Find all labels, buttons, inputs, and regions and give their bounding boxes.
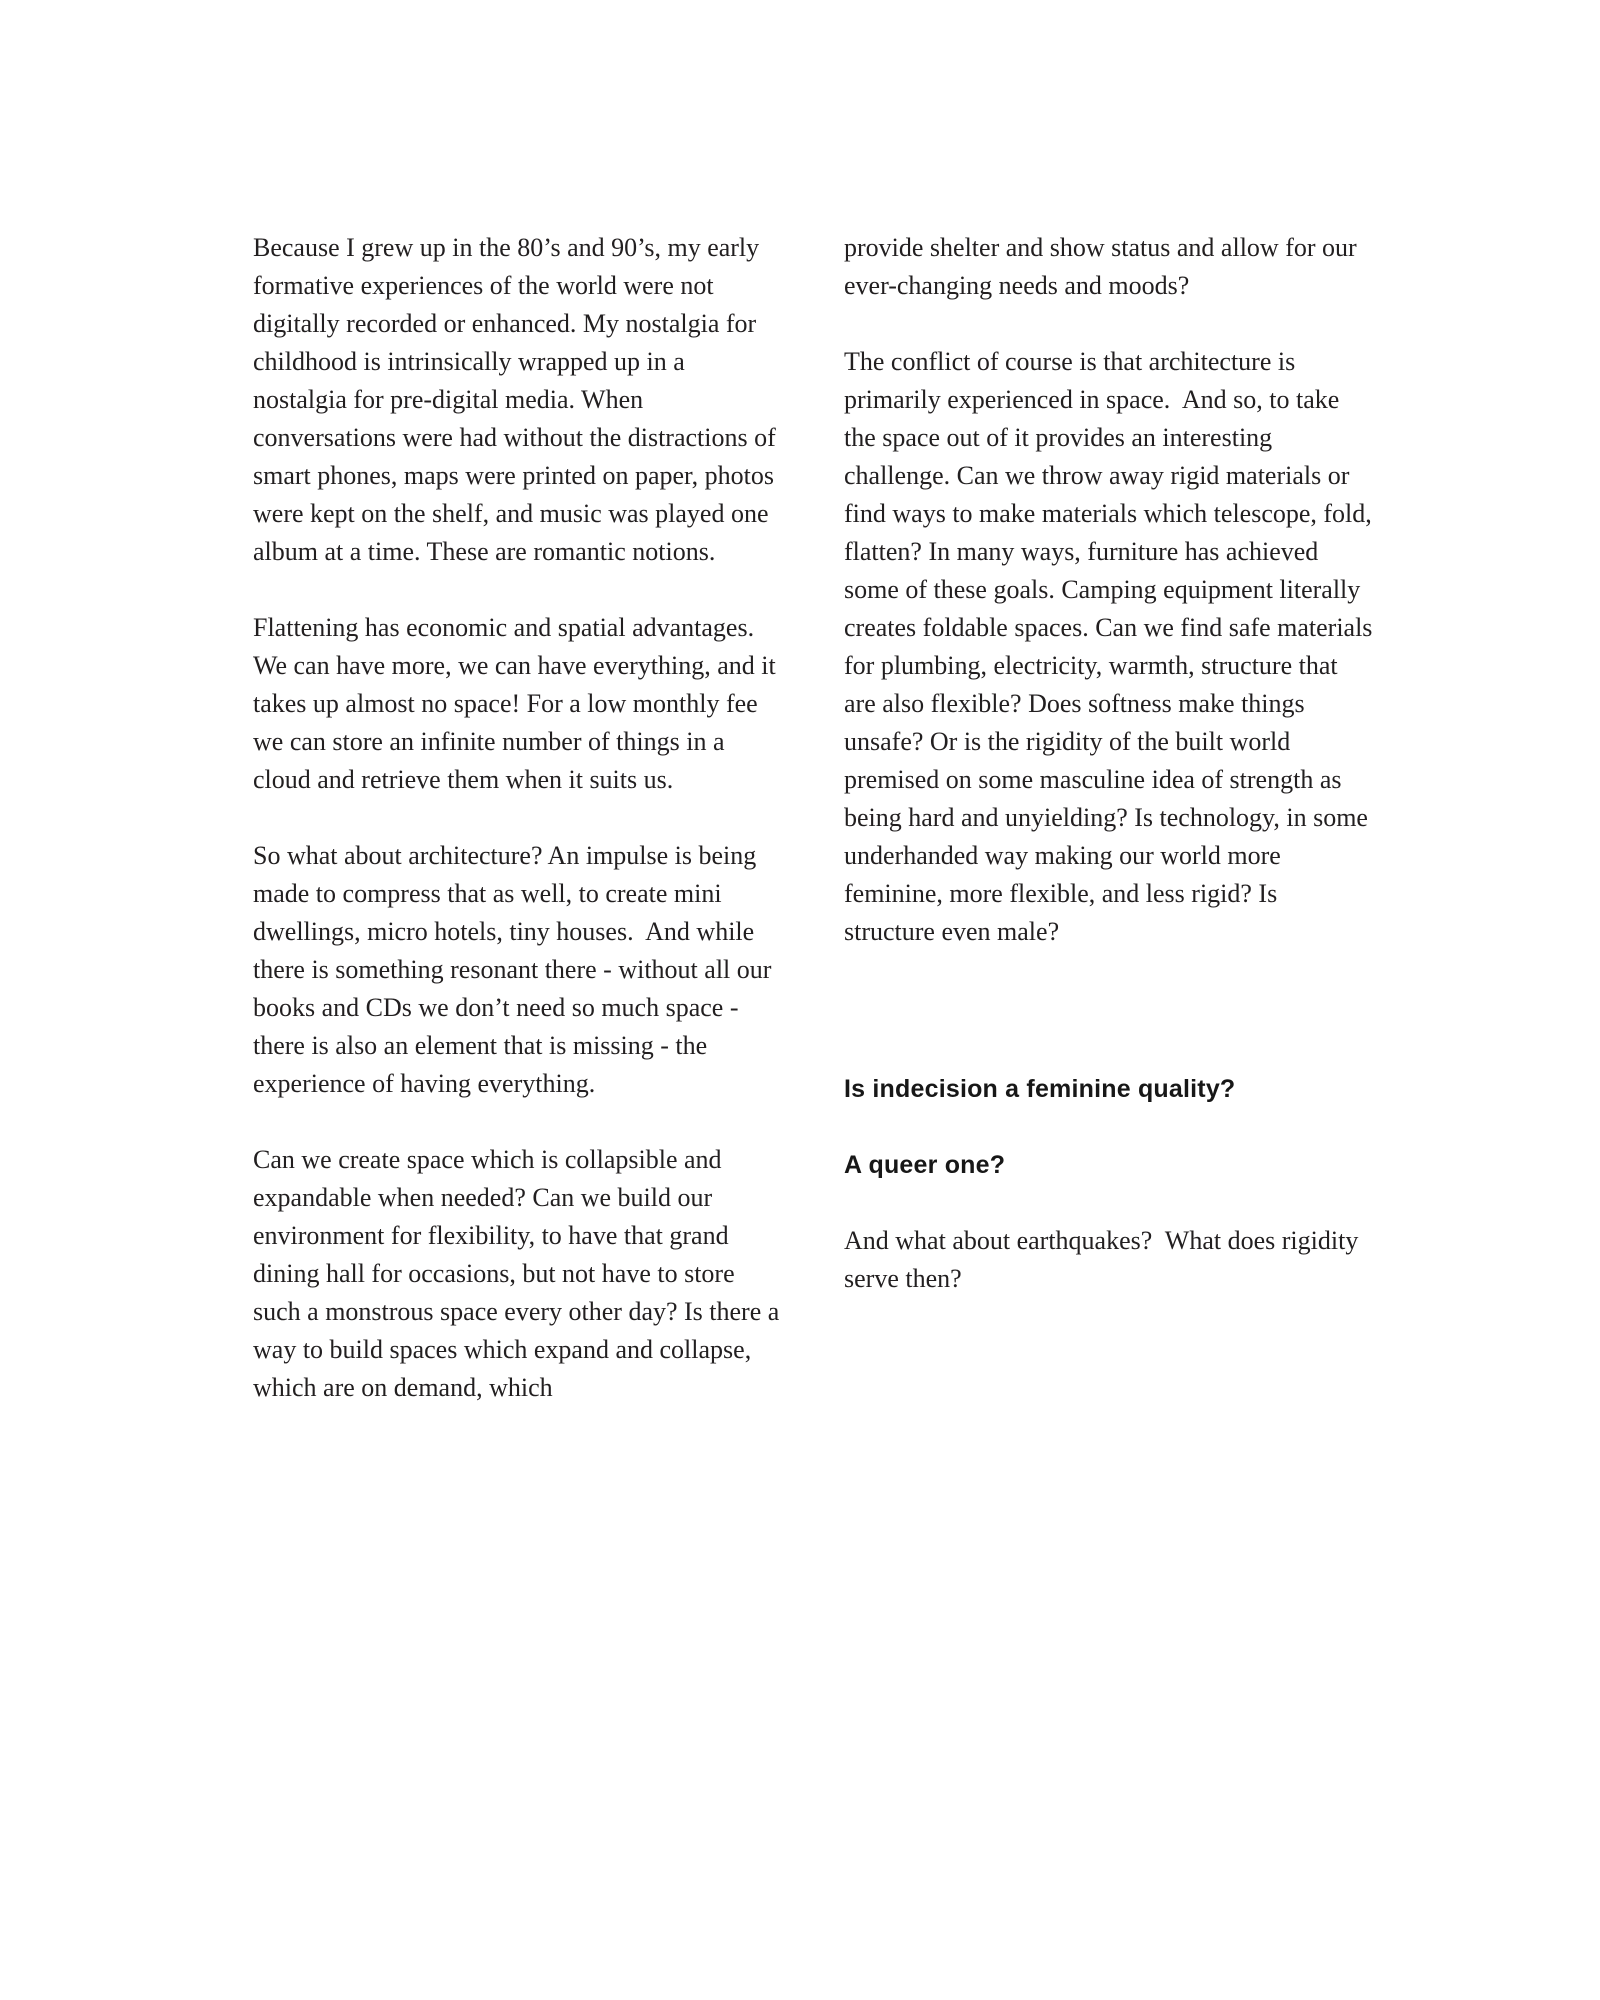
body-paragraph: Can we create space which is collapsible and expandable when needed? Can we build our environment for flexibility, to have that grand dining hall for occasions, but not have to store such a monstrous space every other day? Is there a way to build spaces which expand and collapse, which are on demand, which: [253, 1145, 786, 1402]
closing-paragraph: And what about earthquakes? What does rigidity serve then?: [844, 1226, 1365, 1293]
right-column: [844, 229, 1379, 1336]
body-paragraph: So what about architecture? An impulse is being made to compress that as well, to create mini dwellings, micro hotels, tiny houses. And while there is something resonant there - without all our books and CDs we don’t need so much space - there is also an element that is missing - the experience of having everything.: [253, 841, 778, 1098]
body-paragraph: Flattening has economic and spatial advantages. We can have more, we can have everything, and it takes up almost no space! For a low monthly fee we can store an infinite number of things in a cloud and retrieve them when it suits us.: [253, 613, 783, 794]
question-heading: A queer one?: [844, 1151, 1006, 1179]
body-paragraph: The conflict of course is that architecture is primarily experienced in space. And so, to take the space out of it provides an interesting challenge. Can we throw away rigid materials or find ways to make materials which telescope, fold, flatten? In many ways, furniture has achieved some of these goals. Camping equipment literally creates foldable spaces. Can we find safe materials for plumbing, electricity, warmth, structure that are also flexible? Does softness make things unsafe? Or is the rigidity of the built world premised on some masculine idea of strength as being hard and unyielding? Is technology, in some underhanded way making our world more feminine, more flexible, and less rigid? Is structure even male?: [844, 347, 1379, 946]
left-column: [253, 229, 786, 1445]
body-paragraph: Because I grew up in the 80’s and 90’s, my early formative experiences of the world were not digitally recorded or enhanced. My nostalgia for childhood is intrinsically wrapped up in a nostalgia for pre-digital media. When conversations were had without the distractions of smart phones, maps were printed on paper, photos were kept on the shelf, and music was played one album at a time. These are romantic notions.: [253, 233, 783, 566]
body-paragraph: provide shelter and show status and allow for our ever-changing needs and moods?: [844, 233, 1364, 300]
question-heading: Is indecision a feminine quality?: [844, 1075, 1236, 1103]
